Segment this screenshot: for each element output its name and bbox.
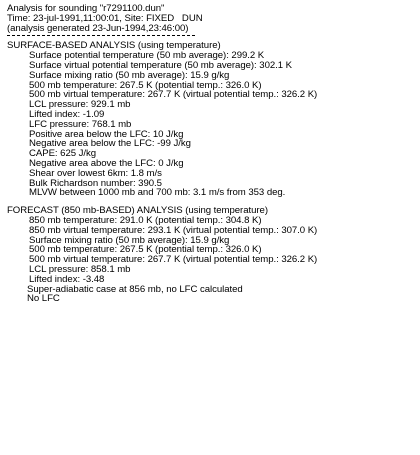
surface-line: 500 mb temperature: 267.5 K (potential temp.: 326.0 K) [29, 79, 262, 91]
forecast-line: 850 mb temperature: 291.0 K (potential temp.: 304.8 K) [29, 214, 262, 226]
forecast-section-lines [7, 216, 415, 304]
surface-line: Shear over lowest 6km: 1.8 m/s [29, 167, 162, 179]
surface-section-lines [7, 51, 415, 198]
surface-line: Bulk Richardson number: 390.5 [29, 177, 162, 189]
surface-line: 500 mb virtual temperature: 267.7 K (virtual potential temp.: 326.2 K) [29, 89, 318, 101]
forecast-line: LCL pressure: 858.1 mb [29, 263, 131, 275]
surface-line: Surface mixing ratio (50 mb average): 15.9 g/kg [29, 69, 230, 81]
forecast-section-title: FORECAST (850 mb-BASED) ANALYSIS (using temperature) [7, 205, 268, 217]
forecast-note: Super-adiabatic case at 856 mb, no LFC calculated [27, 283, 243, 295]
surface-section-title: SURFACE-BASED ANALYSIS (using temperature) [7, 40, 221, 52]
forecast-line: 850 mb virtual temperature: 293.1 K (virtual potential temp.: 307.0 K) [29, 224, 318, 236]
surface-line: Surface virtual potential temperature (50 mb average): 302.1 K [29, 59, 293, 71]
header-sounding-name: Analysis for sounding "r7291100.dun" [7, 3, 165, 14]
sounding-analysis-document [7, 4, 415, 304]
forecast-line: 500 mb temperature: 267.5 K (potential temp.: 326.0 K) [29, 244, 262, 256]
surface-line: Negative area above the LFC: 0 J/kg [29, 157, 184, 169]
forecast-line: Lifted index: -3.48 [29, 273, 105, 285]
header-separator [7, 35, 195, 37]
surface-line: CAPE: 625 J/kg [29, 148, 97, 160]
surface-line: Surface potential temperature (50 mb average): 299.2 K [29, 50, 265, 62]
header-generated: (analysis generated 23-Jun-1994,23:46:00) [7, 22, 189, 34]
surface-line: MLVW between 1000 mb and 700 mb: 3.1 m/s from 353 deg. [29, 187, 286, 199]
surface-line: Negative area below the LFC: -99 J/kg [29, 138, 191, 150]
forecast-line: 500 mb virtual temperature: 267.7 K (virtual potential temp.: 326.2 K) [29, 254, 318, 266]
forecast-line: Surface mixing ratio (50 mb average): 15.9 g/kg [29, 234, 230, 246]
surface-line: Positive area below the LFC: 10 J/kg [29, 128, 184, 140]
surface-line: LCL pressure: 929.1 mb [29, 99, 131, 111]
surface-line: LFC pressure: 768.1 mb [29, 118, 132, 130]
surface-line: Lifted index: -1.09 [29, 108, 105, 120]
forecast-note: No LFC [27, 293, 60, 305]
header-time-site: Time: 23-jul-1991,11:00:01, Site: FIXED DUN [7, 12, 203, 24]
